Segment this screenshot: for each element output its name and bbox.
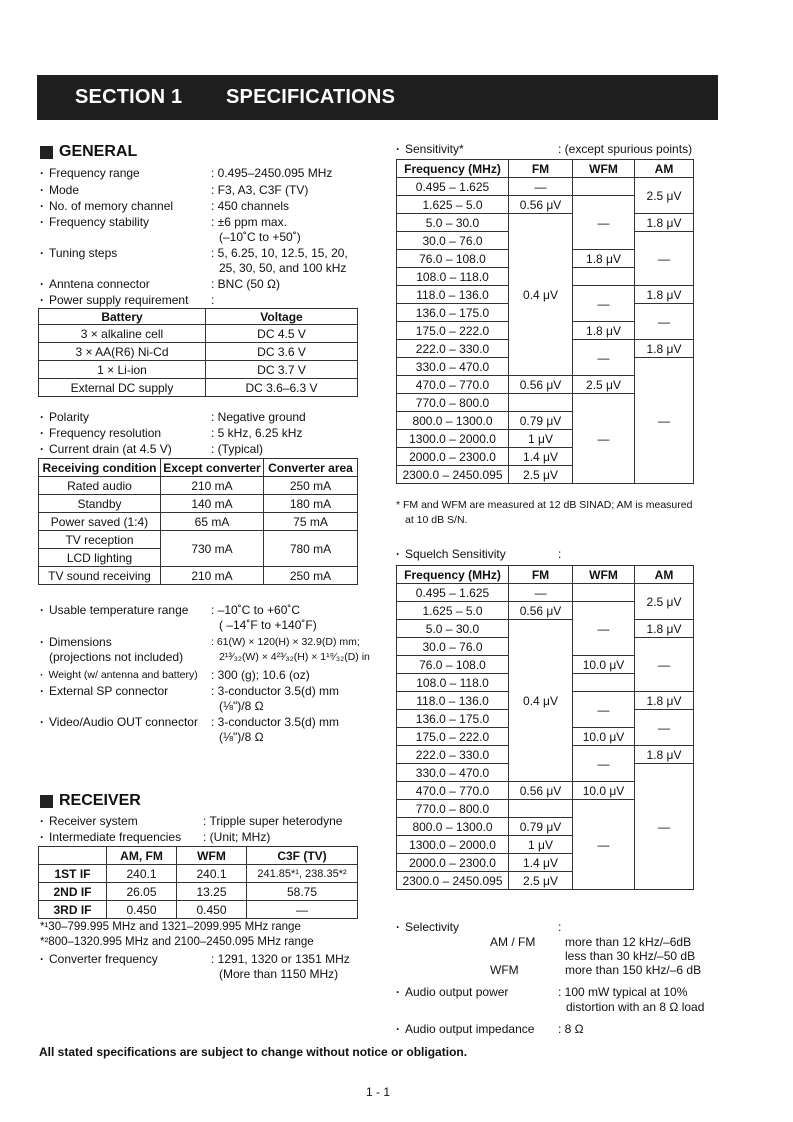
spec-external-sp-connector: · External SP connector : 3-conductor 3.5(d) mm (⅛")/8 Ω [40,684,370,714]
table-cell: DC 3.6–6.3 V [206,379,358,397]
frequency-cell: 2300.0 – 2450.095 [397,466,509,484]
spec-tuning-steps: · Tuning steps : 5, 6.25, 10, 12.5, 15, 20, 25, 30, 50, and 100 kHz [40,246,360,276]
am-cell: 1.8 μV [635,286,694,304]
table-cell: — [247,901,358,919]
am-cell: — [635,304,694,340]
wfm-cell: — [573,602,635,656]
section-number: SECTION 1 [75,86,183,108]
wfm-cell: — [573,286,635,322]
section-title: SPECIFICATIONS [226,86,396,108]
am-cell: 2.5 μV [635,584,694,620]
table-cell: 26.05 [107,883,177,901]
footer-disclaimer: All stated specifications are subject to change without notice or obligation. [39,1045,468,1059]
table-header-row [39,309,358,325]
table-header-row [397,160,694,178]
power-supply-table [38,308,358,397]
table-header: AM [635,566,694,584]
spec-temperature-range: · Usable temperature range : –10˚C to +60˚C ( –14˚F to +140˚F) [40,603,370,633]
am-cell: 1.8 μV [635,620,694,638]
wfm-cell [573,178,635,196]
am-cell: — [635,710,694,746]
fm-cell: 0.56 μV [509,376,573,394]
am-cell: — [635,764,694,890]
table-cell: 730 mA [161,531,264,567]
frequency-cell: 0.495 – 1.625 [397,584,509,602]
frequency-cell: 330.0 – 470.0 [397,764,509,782]
table-row [397,214,694,232]
general-heading: GENERAL [40,143,137,161]
table-header: Voltage [206,309,358,325]
table-cell: 0.450 [107,901,177,919]
frequency-cell: 1.625 – 5.0 [397,602,509,620]
table-cell: 65 mA [161,513,264,531]
table-cell: 210 mA [161,567,264,585]
frequency-cell: 5.0 – 30.0 [397,214,509,232]
wfm-cell: — [573,746,635,782]
table-cell: DC 4.5 V [206,325,358,343]
squelch-table [396,565,694,890]
am-cell: 2.5 μV [635,178,694,214]
fm-cell: 0.79 μV [509,412,573,430]
fm-cell: 0.79 μV [509,818,573,836]
table-cell: 241.85*¹, 238.35*² [247,865,358,883]
frequency-cell: 470.0 – 770.0 [397,782,509,800]
frequency-cell: 136.0 – 175.0 [397,304,509,322]
table-cell: 2ND IF [39,883,107,901]
frequency-cell: 330.0 – 470.0 [397,358,509,376]
wfm-cell: — [573,196,635,250]
table-cell: 3 × alkaline cell [39,325,206,343]
table-cell: Power saved (1:4) [39,513,161,531]
frequency-cell: 222.0 – 330.0 [397,340,509,358]
wfm-cell: 1.8 μV [573,250,635,268]
table-row [39,901,358,919]
frequency-cell: 76.0 – 108.0 [397,656,509,674]
frequency-cell: 770.0 – 800.0 [397,394,509,412]
fm-cell [509,800,573,818]
wfm-cell [573,674,635,692]
table-row [39,361,358,379]
table-cell: Standby [39,495,161,513]
sensitivity-note-2: at 10 dB S/N. [405,514,468,526]
frequency-cell: 175.0 – 222.0 [397,728,509,746]
page-number: 1 - 1 [366,1085,391,1099]
frequency-cell: 1300.0 – 2000.0 [397,430,509,448]
table-header-row [39,459,358,477]
table-cell: 250 mA [264,477,358,495]
table-row [39,495,358,513]
frequency-cell: 222.0 – 330.0 [397,746,509,764]
frequency-cell: 76.0 – 108.0 [397,250,509,268]
spec-dimensions: · Dimensions (projections not included) : 61(W) × 120(H) × 32.9(D) mm; 2¹³⁄₃₂(W) × 4²³⁄₃₂(H) × 1¹⁹⁄₃₂(D) in [40,635,370,665]
table-cell: TV sound receiving [39,567,161,585]
fm-cell: 2.5 μV [509,466,573,484]
table-header: Converter area [264,459,358,477]
table-row [39,379,358,397]
wfm-cell [573,584,635,602]
if-note-1: *¹30–799.995 MHz and 1321–2099.995 MHz range [40,921,301,933]
table-header-row [397,566,694,584]
wfm-cell: 2.5 μV [573,376,635,394]
table-row [39,343,358,361]
table-cell: 250 mA [264,567,358,585]
table-row [397,178,694,196]
spec-converter-frequency: · Converter frequency : 1291, 1320 or 1351 MHz (More than 1150 MHz) [40,952,370,982]
table-cell: 1ST IF [39,865,107,883]
wfm-cell: 1.8 μV [573,322,635,340]
am-cell: — [635,358,694,484]
frequency-cell: 108.0 – 118.0 [397,268,509,286]
fm-cell: 0.4 μV [509,620,573,782]
wfm-cell: 10.0 μV [573,782,635,800]
table-cell: Rated audio [39,477,161,495]
am-cell: — [635,232,694,286]
spec-video-audio-out: · Video/Audio OUT connector : 3-conductor 3.5(d) mm (⅛")/8 Ω [40,715,370,745]
wfm-cell: — [573,340,635,376]
table-cell: 58.75 [247,883,358,901]
table-header: Frequency (MHz) [397,160,509,178]
table-cell: 240.1 [107,865,177,883]
table-cell: 75 mA [264,513,358,531]
spec-audio-output-power: · Audio output power : 100 mW typical at 10% distortion with an 8 Ω load [396,985,716,1015]
fm-cell: 1.4 μV [509,448,573,466]
table-row [39,883,358,901]
table-header: AM, FM [107,847,177,865]
sensitivity-table [396,159,694,484]
fm-cell: 0.56 μV [509,602,573,620]
frequency-cell: 770.0 – 800.0 [397,800,509,818]
frequency-cell: 5.0 – 30.0 [397,620,509,638]
table-row [39,865,358,883]
table-cell: 780 mA [264,531,358,567]
wfm-cell: — [573,800,635,890]
table-row [397,620,694,638]
table-header: AM [635,160,694,178]
current-drain-table [38,458,358,585]
am-cell: 1.8 μV [635,214,694,232]
receiver-heading: RECEIVER [40,792,141,810]
fm-cell: 0.4 μV [509,214,573,376]
table-header-row [39,847,358,865]
table-header: Except converter [161,459,264,477]
table-row [39,513,358,531]
frequency-cell: 470.0 – 770.0 [397,376,509,394]
table-header: Receiving condition [39,459,161,477]
table-cell: 3RD IF [39,901,107,919]
fm-cell: — [509,178,573,196]
fm-cell: 0.56 μV [509,196,573,214]
frequency-cell: 30.0 – 76.0 [397,638,509,656]
table-row [39,531,358,549]
frequency-cell: 30.0 – 76.0 [397,232,509,250]
table-cell: External DC supply [39,379,206,397]
table-cell: DC 3.6 V [206,343,358,361]
if-note-2: *²800–1320.995 MHz and 2100–2450.095 MHz range [40,936,314,948]
wfm-cell: — [573,692,635,728]
frequency-cell: 800.0 – 1300.0 [397,412,509,430]
am-cell: 1.8 μV [635,340,694,358]
fm-cell: 2.5 μV [509,872,573,890]
table-row [397,584,694,602]
table-cell: 140 mA [161,495,264,513]
fm-cell: — [509,584,573,602]
sensitivity-note: * FM and WFM are measured at 12 dB SINAD; AM is measured [396,499,693,511]
table-header: Battery [39,309,206,325]
table-header: WFM [177,847,247,865]
table-cell: TV reception [39,531,161,549]
frequency-cell: 1.625 – 5.0 [397,196,509,214]
wfm-cell: 10.0 μV [573,728,635,746]
frequency-cell: 2300.0 – 2450.095 [397,872,509,890]
if-table [38,846,358,919]
spec-frequency-stability: · Frequency stability : ±6 ppm max. (–10˚C to +50˚) [40,215,360,245]
table-cell: 240.1 [177,865,247,883]
am-cell: 1.8 μV [635,692,694,710]
table-row [39,325,358,343]
selectivity-values: AM / FM more than 12 kHz/–6dB less than 30 kHz/–50 dB WFM more than 150 kHz/–6 dB [490,935,702,977]
am-cell: — [635,638,694,692]
fm-cell: 1.4 μV [509,854,573,872]
frequency-cell: 800.0 – 1300.0 [397,818,509,836]
square-bullet-icon [40,146,53,159]
table-cell: 3 × AA(R6) Ni-Cd [39,343,206,361]
frequency-cell: 108.0 – 118.0 [397,674,509,692]
wfm-cell: 10.0 μV [573,656,635,674]
table-row [39,477,358,495]
table-header: Frequency (MHz) [397,566,509,584]
table-cell: 13.25 [177,883,247,901]
table-cell: 0.450 [177,901,247,919]
frequency-cell: 1300.0 – 2000.0 [397,836,509,854]
square-bullet-icon [40,795,53,808]
frequency-cell: 0.495 – 1.625 [397,178,509,196]
table-header: C3F (TV) [247,847,358,865]
frequency-cell: 136.0 – 175.0 [397,710,509,728]
am-cell: 1.8 μV [635,746,694,764]
frequency-cell: 118.0 – 136.0 [397,286,509,304]
table-cell: LCD lighting [39,549,161,567]
table-header: WFM [573,160,635,178]
table-cell: 210 mA [161,477,264,495]
frequency-cell: 2000.0 – 2300.0 [397,448,509,466]
fm-cell [509,394,573,412]
section-banner [37,75,718,120]
wfm-cell: — [573,394,635,484]
fm-cell: 1 μV [509,430,573,448]
table-row [39,567,358,585]
table-header: WFM [573,566,635,584]
table-cell: 180 mA [264,495,358,513]
frequency-cell: 2000.0 – 2300.0 [397,854,509,872]
frequency-cell: 118.0 – 136.0 [397,692,509,710]
frequency-cell: 175.0 – 222.0 [397,322,509,340]
fm-cell: 0.56 μV [509,782,573,800]
table-cell: 1 × Li-ion [39,361,206,379]
table-cell: DC 3.7 V [206,361,358,379]
table-header [39,847,107,865]
table-header: FM [509,160,573,178]
table-header: FM [509,566,573,584]
wfm-cell [573,268,635,286]
fm-cell: 1 μV [509,836,573,854]
